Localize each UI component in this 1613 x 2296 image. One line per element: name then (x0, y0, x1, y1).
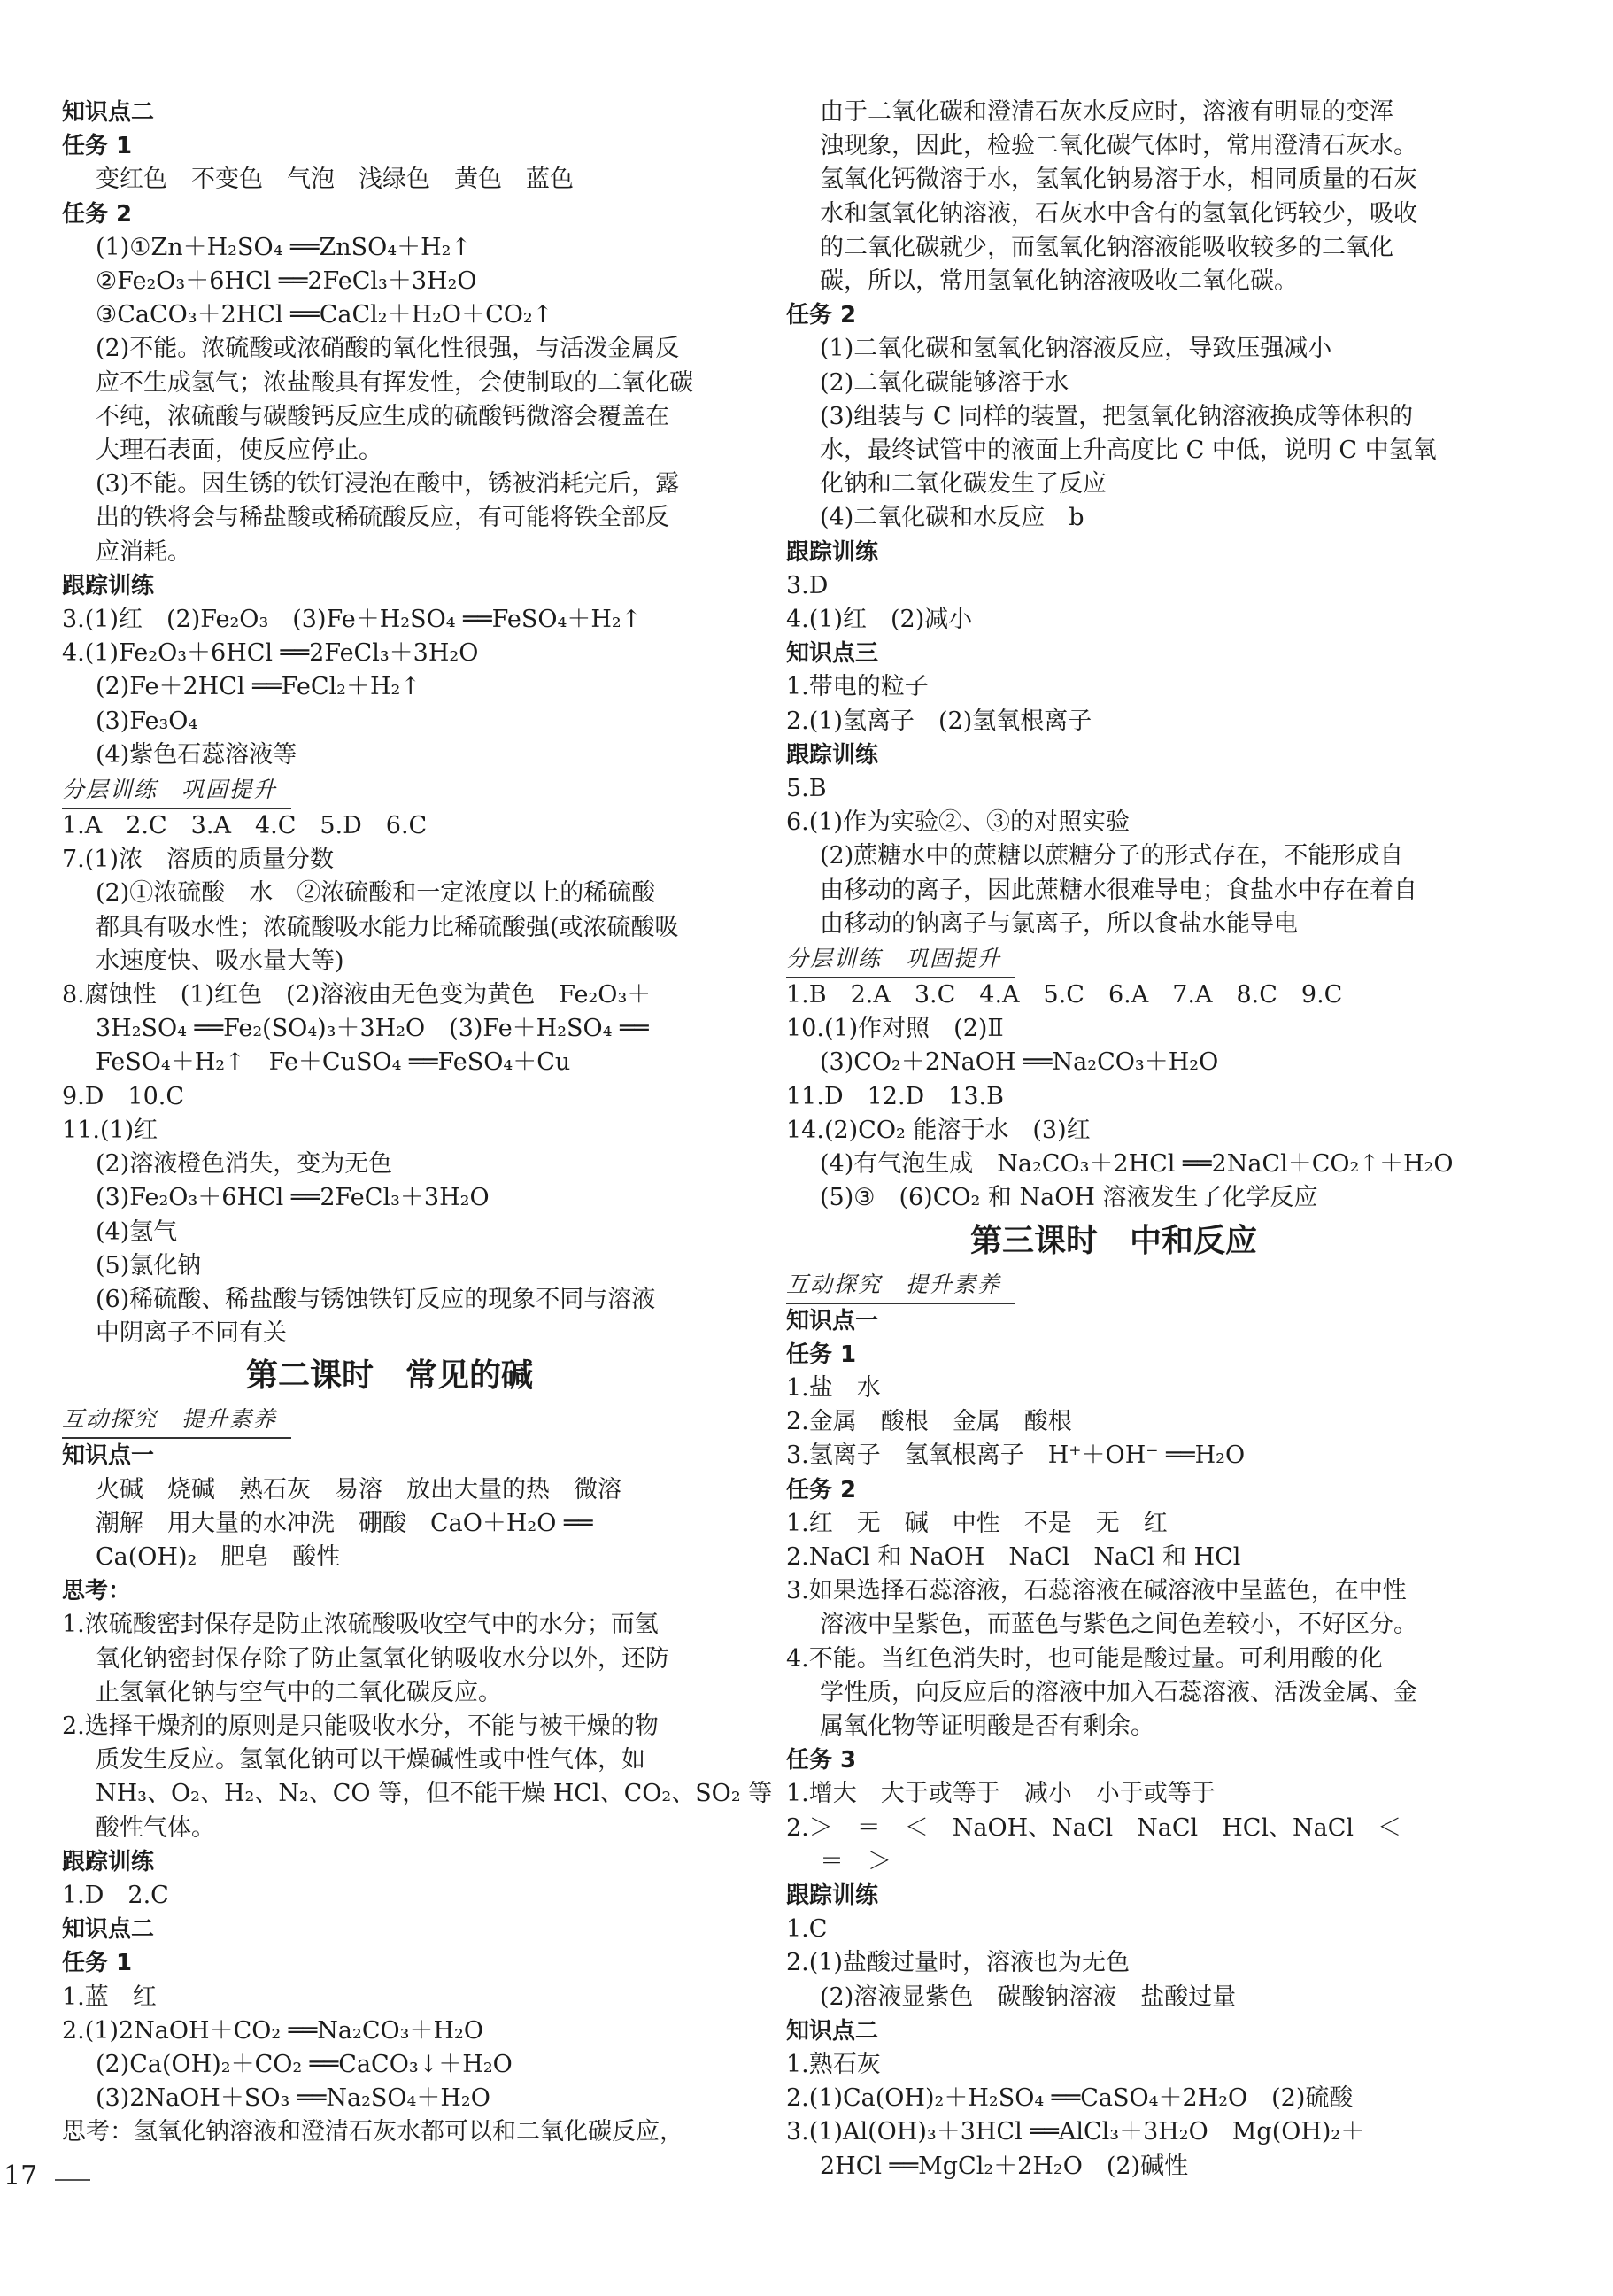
answer-line: 由移动的钠离子与氯离子，所以食盐水能导电 (820, 909, 1298, 938)
answer-line: 1.带电的粒子 (786, 673, 929, 701)
answer-line: 2.(1)Ca(OH)₂＋H₂SO₄ ══CaSO₄＋2H₂O (2)硫酸 (786, 2084, 1354, 2113)
answer-line: 4.(1)红 (2)减小 (786, 606, 973, 634)
answer-line: 的二氧化碳就少，而氢氧化钠溶液能吸收较多的二氧化 (820, 233, 1393, 261)
answer-line: 6.(1)作为实验②、③的对照实验 (786, 808, 1131, 837)
answer-line: 质发生反应。氢氧化钠可以干燥碱性或中性气体，如 (96, 1746, 645, 1774)
answer-line: 大理石表面，使反应停止。 (96, 437, 382, 465)
section-banner-wrap (786, 1267, 1441, 1304)
answer-line: 属氧化物等证明酸是否有剩余。 (820, 1712, 1154, 1740)
answer-line: 5.B (786, 775, 827, 803)
lesson-title: 第二课时 常见的碱 (245, 1357, 533, 1395)
answer-line: 都具有吸水性；浓硫酸吸水能力比稀硫酸强(或浓硫酸吸 (96, 913, 679, 941)
answer-line: (3)Fe₃O₄ (96, 707, 198, 735)
answer-line: (3)Fe₂O₃＋6HCl ══2FeCl₃＋3H₂O (96, 1184, 490, 1212)
section-banner-wrap (62, 1402, 717, 1439)
answer-line: (2)①浓硫酸 水 ②浓硫酸和一定浓度以上的稀硫酸 (96, 879, 656, 908)
section-heading: 任务 2 (62, 200, 133, 228)
page-number-dash (55, 2179, 90, 2181)
answer-line: 1.红 无 碱 中性 不是 无 红 (786, 1509, 1168, 1537)
answer-line: FeSO₄＋H₂↑ Fe＋CuSO₄ ══FeSO₄＋Cu (96, 1048, 571, 1077)
answer-line: (2)溶液显紫色 碳酸钠溶液 盐酸过量 (820, 1983, 1237, 2011)
answer-line: 2.NaCl 和 NaOH NaCl NaCl 和 HCl (786, 1542, 1241, 1571)
answer-line: 11.(1)红 (62, 1116, 158, 1144)
answer-line: 应消耗。 (96, 537, 191, 566)
answer-line: 2.＞ ＝ ＜ NaOH、NaCl NaCl HCl、NaCl ＜ (786, 1813, 1402, 1842)
section-heading: 任务 2 (786, 1476, 857, 1504)
section-banner: 分层训练 巩固提升 (62, 772, 291, 809)
answer-line: 氢氧化钙微溶于水，氢氧化钠易溶于水，相同质量的石灰 (820, 166, 1417, 194)
answer-line: 3.(1)红 (2)Fe₂O₃ (3)Fe＋H₂SO₄ ══FeSO₄＋H₂↑ (62, 606, 642, 634)
answer-line: 8.腐蚀性 (1)红色 (2)溶液由无色变为黄色 Fe₂O₃＋ (62, 981, 652, 1009)
answer-line: 3H₂SO₄ ══Fe₂(SO₄)₃＋3H₂O (3)Fe＋H₂SO₄ ══ (96, 1015, 649, 1043)
answer-line: (2)二氧化碳能够溶于水 (820, 368, 1069, 397)
answer-line: (5)③ (6)CO₂ 和 NaOH 溶液发生了化学反应 (820, 1184, 1318, 1212)
section-banner: 互动探究 提升素养 (62, 1402, 291, 1439)
answer-line: 1.熟石灰 (786, 2050, 881, 2078)
answer-line: (2)Ca(OH)₂＋CO₂ ══CaCO₃↓＋H₂O (96, 2050, 513, 2078)
answer-line: 碳，所以，常用氢氧化钠溶液吸收二氧化碳。 (820, 267, 1298, 296)
answer-line: (2)溶液橙色消失，变为无色 (96, 1150, 393, 1179)
lesson-title: 第三课时 中和反应 (969, 1222, 1257, 1259)
answer-line: 1.C (786, 1915, 828, 1944)
answer-line: 7.(1)浓 溶质的质量分数 (62, 846, 335, 874)
section-heading: 跟踪训练 (62, 1848, 155, 1875)
answer-line: 学性质，向反应后的溶液中加入石蕊溶液、活泼金属、金 (820, 1678, 1417, 1706)
section-banner: 分层训练 巩固提升 (786, 941, 1015, 978)
section-banner: 互动探究 提升素养 (786, 1267, 1015, 1304)
answer-line: (5)氯化钠 (96, 1251, 202, 1279)
answer-line: 1.浓硫酸密封保存是防止浓硫酸吸收空气中的水分；而氢 (62, 1611, 659, 1639)
answer-line: (1)二氧化碳和氢氧化钠溶液反应，导致压强减小 (820, 335, 1332, 363)
answer-line: 中阴离子不同有关 (96, 1319, 287, 1348)
answer-line: 1.A 2.C 3.A 4.C 5.D 6.C (62, 812, 428, 840)
answer-line: 4.(1)Fe₂O₃＋6HCl ══2FeCl₃＋3H₂O (62, 639, 479, 668)
answer-line: 2.(1)2NaOH＋CO₂ ══Na₂CO₃＋H₂O (62, 2016, 483, 2045)
answer-line: 由移动的离子，因此蔗糖水很难导电；食盐水中存在着自 (820, 876, 1417, 904)
section-heading: 知识点一 (786, 1307, 879, 1334)
section-heading: 知识点二 (786, 2017, 879, 2045)
answer-line: Ca(OH)₂ 肥皂 酸性 (96, 1542, 341, 1571)
section-heading: 跟踪训练 (786, 741, 879, 769)
answer-line: NH₃、O₂、H₂、N₂、CO 等，但不能干燥 HCl、CO₂、SO₂ 等 (96, 1780, 773, 1808)
answer-line: 1.蓝 红 (62, 1983, 157, 2011)
answer-line: (3)不能。因生锈的铁钉浸泡在酸中，锈被消耗完后，露 (96, 470, 680, 499)
answer-line: 2HCl ══MgCl₂＋2H₂O (2)碱性 (820, 2152, 1189, 2180)
answer-line: 变红色 不变色 气泡 浅绿色 黄色 蓝色 (96, 166, 574, 194)
answer-line: (4)二氧化碳和水反应 b (820, 504, 1084, 532)
answer-line: 3.氢离子 氢氧根离子 H⁺＋OH⁻ ══H₂O (786, 1442, 1246, 1470)
answer-line: 3.(1)Al(OH)₃＋3HCl ══AlCl₃＋3H₂O Mg(OH)₂＋ (786, 2118, 1365, 2146)
answer-line: (4)紫色石蕊溶液等 (96, 740, 297, 769)
answer-line: 1.增大 大于或等于 减小 小于或等于 (786, 1780, 1216, 1808)
answer-line: 水，最终试管中的液面上升高度比 C 中低，说明 C 中氢氧 (820, 437, 1437, 465)
answer-line: 2.(1)氢离子 (2)氢氧根离子 (786, 707, 1092, 735)
section-heading: 知识点三 (786, 640, 879, 668)
answer-line: (1)①Zn＋H₂SO₄ ══ZnSO₄＋H₂↑ (96, 233, 472, 261)
answer-line: 2.选择干燥剂的原则是只能吸收水分，不能与被干燥的物 (62, 1712, 659, 1740)
section-heading: 任务 3 (786, 1747, 857, 1774)
section-heading: 任务 1 (786, 1341, 857, 1368)
answer-line: 酸性气体。 (96, 1813, 215, 1842)
answer-line: 应不生成氢气；浓盐酸具有挥发性，会使制取的二氧化碳 (96, 368, 693, 397)
section-heading: 跟踪训练 (62, 572, 155, 599)
answer-line: (3)CO₂＋2NaOH ══Na₂CO₃＋H₂O (820, 1048, 1219, 1077)
answer-line: (3)组装与 C 同样的装置，把氢氧化钠溶液换成等体积的 (820, 402, 1414, 430)
answer-line: 出的铁将会与稀盐酸或稀硫酸反应，有可能将铁全部反 (96, 504, 669, 532)
answer-line: (2)不能。浓硫酸或浓硝酸的氧化性很强，与活泼金属反 (96, 335, 680, 363)
answer-line: 水速度快、吸水量大等) (96, 947, 344, 975)
answer-line: 溶液中呈紫色，而蓝色与紫色之间色差较小，不好区分。 (820, 1611, 1417, 1639)
answer-line: 浊现象，因此，检验二氧化碳气体时，常用澄清石灰水。 (820, 132, 1417, 160)
answer-line: 1.盐 水 (786, 1373, 881, 1402)
section-heading: 跟踪训练 (786, 538, 879, 566)
answer-line: 4.不能。当红色消失时，也可能是酸过量。可利用酸的化 (786, 1644, 1383, 1673)
answer-line: (6)稀硫酸、稀盐酸与锈蚀铁钉反应的现象不同与溶液 (96, 1285, 656, 1313)
answer-line: (2)蔗糖水中的蔗糖以蔗糖分子的形式存在，不能形成自 (820, 842, 1404, 870)
answer-line: ＝ ＞ (820, 1847, 891, 1875)
page-number: 17 (4, 2161, 38, 2192)
answer-line: 化钠和二氧化碳发生了反应 (820, 470, 1107, 499)
answer-line: 由于二氧化碳和澄清石灰水反应时，溶液有明显的变浑 (820, 98, 1393, 126)
section-heading: 思考： (62, 1578, 132, 1605)
answer-line: 潮解 用大量的水冲洗 硼酸 CaO＋H₂O ══ (96, 1509, 593, 1537)
answer-line: ②Fe₂O₃＋6HCl ══2FeCl₃＋3H₂O (96, 267, 477, 296)
answer-line: 氧化钠密封保存除了防止氢氧化钠吸收水分以外，还防 (96, 1644, 669, 1673)
section-heading: 任务 1 (62, 1950, 133, 1977)
answer-line: 思考：氢氧化钠溶液和澄清石灰水都可以和二氧化碳反应， (62, 2118, 683, 2146)
answer-line: 14.(2)CO₂ 能溶于水 (3)红 (786, 1116, 1091, 1144)
answer-line: (4)氢气 (96, 1218, 178, 1246)
answer-line: 11.D 12.D 13.B (786, 1082, 1004, 1110)
section-heading: 知识点二 (62, 1916, 155, 1944)
section-banner-wrap (62, 772, 717, 809)
answer-line: 1.B 2.A 3.C 4.A 5.C 6.A 7.A 8.C 9.C (786, 981, 1343, 1009)
answer-line: (3)2NaOH＋SO₃ ══Na₂SO₄＋H₂O (96, 2084, 490, 2113)
answer-line: 2.金属 酸根 金属 酸根 (786, 1408, 1072, 1436)
section-heading: 任务 2 (786, 302, 857, 329)
answer-line: ③CaCO₃＋2HCl ══CaCl₂＋H₂O＋CO₂↑ (96, 301, 553, 329)
answer-line: 9.D 10.C (62, 1082, 185, 1110)
answer-line: 3.D (786, 571, 829, 599)
answer-line: 不纯，浓硫酸与碳酸钙反应生成的硫酸钙微溶会覆盖在 (96, 402, 669, 430)
answer-line: 水和氢氧化钠溶液，石灰水中含有的氢氧化钙较少，吸收 (820, 199, 1417, 228)
right-column (786, 96, 1454, 2184)
answer-line: 10.(1)作对照 (2)Ⅱ (786, 1015, 1004, 1043)
left-column (62, 96, 773, 2150)
section-heading: 知识点二 (62, 99, 155, 126)
section-heading: 知识点一 (62, 1442, 155, 1470)
answer-line: 火碱 烧碱 熟石灰 易溶 放出大量的热 微溶 (96, 1475, 621, 1504)
answer-line: 2.(1)盐酸过量时，溶液也为无色 (786, 1949, 1131, 1977)
answer-line: (2)Fe＋2HCl ══FeCl₂＋H₂↑ (96, 673, 421, 701)
answer-line: (4)有气泡生成 Na₂CO₃＋2HCl ══2NaCl＋CO₂↑＋H₂O (820, 1150, 1454, 1179)
section-banner-wrap (786, 941, 1441, 978)
section-heading: 跟踪训练 (786, 1882, 879, 1909)
answer-line: 3.如果选择石蕊溶液，石蕊溶液在碱溶液中呈蓝色，在中性 (786, 1577, 1407, 1605)
answer-line: 1.D 2.C (62, 1881, 169, 1909)
answer-line: 止氢氧化钠与空气中的二氧化碳反应。 (96, 1678, 502, 1706)
section-heading: 任务 1 (62, 133, 133, 160)
